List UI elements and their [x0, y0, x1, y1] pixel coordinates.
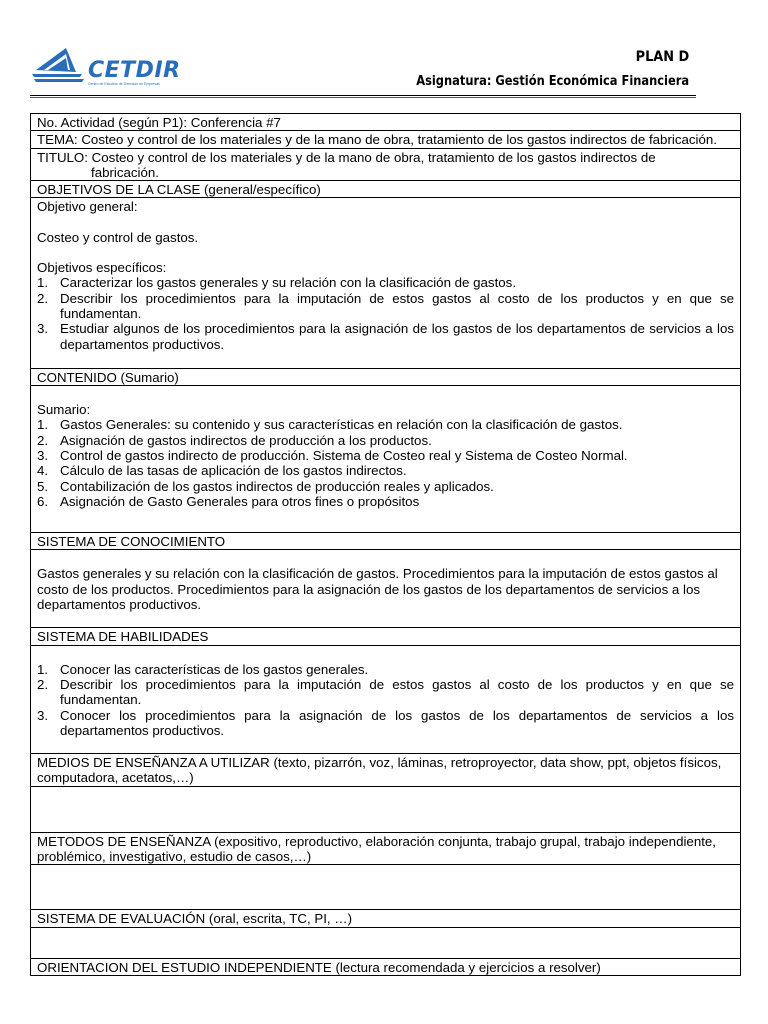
metodos-blank-cell [31, 865, 741, 910]
actividad-cell: No. Actividad (según P1): Conferencia #7 [31, 114, 741, 131]
header-divider-secondary [30, 97, 696, 98]
row-objetivos [31, 198, 741, 368]
row-habilidades [31, 645, 741, 753]
row-conocimiento-header [31, 533, 741, 550]
objetivo-general-text: Costeo y control de gastos. [37, 229, 199, 245]
sumario-label: Sumario: [37, 402, 91, 418]
list-item: 1. Conocer las características de los gastos generales. [37, 661, 369, 677]
plan-label: PLAN D [635, 49, 689, 65]
list-item: 6. Asignación de Gasto Generales para otros fines o propósitos [37, 493, 420, 509]
asignatura-label: Asignatura: Gestión Económica Financiera [416, 74, 689, 89]
habilidades-list [37, 662, 734, 738]
logo-text: CETDIR [88, 58, 181, 83]
orientacion-header-cell: ORIENTACION DEL ESTUDIO INDEPENDIENTE (lectura recomendada y ejercicios a resolver) [31, 958, 741, 975]
contenido-header-cell: CONTENIDO (Sumario) [31, 368, 741, 385]
row-evaluacion-header [31, 910, 741, 927]
row-tema [31, 131, 741, 148]
list-item: 1. Caracterizar los gastos generales y su relación con la clasificación de gastos. [37, 275, 517, 291]
objetivos-cell [31, 198, 741, 368]
metodos-header-cell: METODOS DE ENSEÑANZA (expositivo, reproductivo, elaboración conjunta, trabajo grupal, trabajo independiente, problémico, investigativo, estudio de casos,…) [31, 832, 741, 865]
row-medios-blank [31, 786, 741, 832]
tema-cell: TEMA: Costeo y control de los materiales y de la mano de obra, tratamiento de los gastos indirectos de fabricación. [31, 131, 741, 148]
header-divider [30, 95, 696, 96]
conocimiento-cell [31, 550, 741, 628]
logo-subtitle: Centro de Estudios de Dirección de Empresas [88, 82, 160, 86]
row-evaluacion-blank [31, 927, 741, 958]
row-contenido-header [31, 368, 741, 385]
cetdir-logo [30, 44, 180, 90]
titulo-cell [31, 148, 741, 181]
list-item: 2. Describir los procedimientos para la imputación de estos gastos al costo de los productos y en que se fundamentan. [37, 290, 734, 321]
list-item: 1. Gastos Generales: su contenido y sus características en relación con la clasificación de gastos. [37, 417, 623, 433]
sumario-list [37, 417, 734, 509]
row-medios-header [31, 754, 741, 787]
medios-blank-cell [31, 786, 741, 832]
contenido-cell [31, 386, 741, 533]
list-item: 4. Cálculo de las tasas de aplicación de los gastos indirectos. [37, 463, 407, 479]
conocimiento-text: Gastos generales y su relación con la clasificación de gastos. Procedimientos para la imputación de estos gastos al costo de los productos. Procedimientos para la asignación de los gastos de los departamentos de servicios a los departamentos productivos. [37, 566, 718, 613]
logo-triangle-icon [30, 44, 90, 86]
titulo-line2: fabricación. [91, 164, 159, 180]
list-item: 3. Control de gastos indirecto de producción. Sistema de Costeo real y Sistema de Costeo Normal. [37, 448, 628, 464]
list-item: 3. Estudiar algunos de los procedimientos para la asignación de los gastos de los departamentos de servicios a los departamentos productivos. [37, 321, 734, 352]
list-item: 2. Describir los procedimientos para la imputación de estos gastos al costo de los productos y en que se fundamentan. [37, 676, 734, 708]
row-objetivos-header [31, 181, 741, 198]
objetivos-especificos-label: Objetivos específicos: [37, 260, 167, 276]
row-conocimiento [31, 550, 741, 628]
row-orientacion-header [31, 958, 741, 975]
evaluacion-header-cell: SISTEMA DE EVALUACIÓN (oral, escrita, TC, PI, …) [31, 910, 741, 927]
titulo-line1: TITULO: Costeo y control de los materiales y de la mano de obra, tratamiento de los gastos indirectos de [37, 149, 656, 165]
row-habilidades-header [31, 628, 741, 645]
evaluacion-blank-cell [31, 927, 741, 958]
objetivo-general-label: Objetivo general: [37, 199, 138, 215]
habilidades-cell [31, 645, 741, 753]
row-contenido [31, 386, 741, 533]
row-metodos-header [31, 832, 741, 865]
plan-table [30, 113, 741, 976]
list-item: 2. Asignación de gastos indirectos de producción a los productos. [37, 432, 432, 448]
objetivos-header-cell: OBJETIVOS DE LA CLASE (general/específico) [31, 181, 741, 198]
objetivos-especificos-list [37, 275, 734, 351]
habilidades-header-cell: SISTEMA DE HABILIDADES [31, 628, 741, 645]
list-item: 5. Contabilización de los gastos indirectos de producción reales y aplicados. [37, 478, 494, 494]
row-metodos-blank [31, 865, 741, 910]
row-actividad [31, 114, 741, 131]
medios-header-cell: MEDIOS DE ENSEÑANZA A UTILIZAR (texto, pizarrón, voz, láminas, retroproyector, data show, ppt, objetos físicos, computadora, acetatos,…) [31, 754, 741, 787]
row-titulo [31, 148, 741, 181]
list-item: 3. Conocer los procedimientos para la asignación de los gastos de los departamentos de servicios a los departamentos productivos. [37, 707, 734, 738]
conocimiento-header-cell: SISTEMA DE CONOCIMIENTO [31, 533, 741, 550]
